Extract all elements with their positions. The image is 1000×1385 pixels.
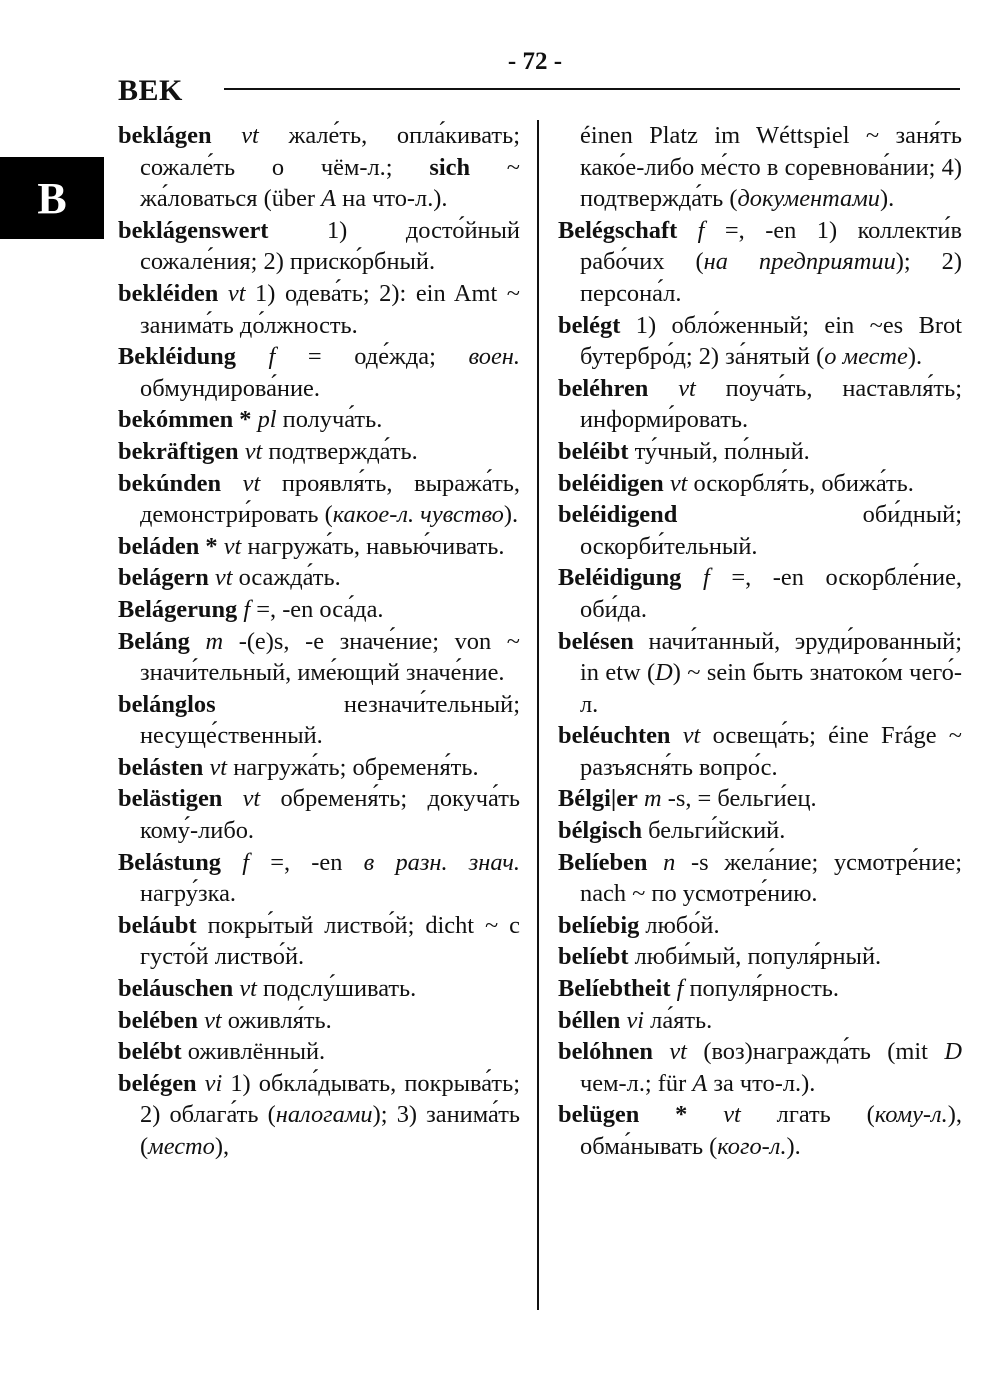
entry-text: 1) досто́йный сожале́ния; 2) приско́рбный. bbox=[140, 216, 520, 276]
entry-text: жале́ть, опла́кивать; сожале́ть о чём-л.; bbox=[140, 122, 520, 181]
dictionary-entry bbox=[558, 215, 962, 310]
dictionary-entry bbox=[118, 278, 520, 341]
left-column bbox=[118, 120, 520, 1163]
dictionary-entry bbox=[118, 341, 520, 404]
dictionary-entry bbox=[558, 436, 962, 468]
entry-label: vt bbox=[682, 722, 701, 750]
entry-text: -(e)s, -e значе́ние; von ~ значи́тельный, име́ющий значе́ние. bbox=[140, 627, 520, 687]
dictionary-entry bbox=[558, 973, 962, 1005]
entry-text: подслу́шивать. bbox=[256, 975, 417, 1003]
entry-label: f bbox=[676, 975, 684, 1003]
dictionary-entry bbox=[118, 1068, 520, 1163]
entry-label: о месте bbox=[824, 343, 908, 371]
entry-text: éinen Platz im Wéttspiel ~ заня́ть како́е-либо ме́сто в соревнова́нии; 4) подтвержда́ть ( bbox=[580, 122, 962, 213]
entry-text: -s, = бельги́ец. bbox=[661, 785, 817, 813]
entry-text bbox=[197, 1070, 205, 1097]
entry-text bbox=[648, 375, 678, 402]
entry-label: n bbox=[663, 848, 676, 876]
entry-headword: beklágen bbox=[118, 122, 212, 149]
dictionary-entry bbox=[558, 1099, 962, 1162]
entry-label: vt bbox=[227, 279, 246, 307]
entry-text: любо́й. bbox=[639, 911, 720, 939]
dictionary-entry bbox=[558, 815, 962, 847]
entry-headword: Bekléidung bbox=[118, 343, 236, 371]
entry-headword: Belágerung bbox=[118, 595, 238, 623]
entry-text: поуча́ть, наставля́ть; информи́ровать. bbox=[580, 374, 962, 434]
entry-headword: Belíeben bbox=[558, 848, 648, 876]
entry-label: в разн. знач. bbox=[363, 848, 520, 876]
dictionary-entry bbox=[118, 752, 520, 784]
entry-label: кого-л. bbox=[717, 1133, 787, 1160]
entry-label: vi bbox=[626, 1006, 645, 1034]
entry-headword: belästigen bbox=[118, 785, 223, 813]
entry-headword: belébt bbox=[118, 1038, 182, 1066]
entry-label: vt bbox=[214, 564, 233, 592]
entry-headword: belében bbox=[118, 1006, 198, 1034]
dictionary-entry bbox=[558, 310, 962, 373]
entry-label: место bbox=[148, 1133, 215, 1160]
entry-text: нагружа́ть, навью́чивать. bbox=[241, 532, 505, 560]
dictionary-entry bbox=[558, 499, 962, 562]
entry-headword: belágern bbox=[118, 564, 209, 592]
entry-text: подтвержда́ть. bbox=[262, 437, 418, 465]
entry-text bbox=[221, 849, 242, 876]
dictionary-entry bbox=[118, 1036, 520, 1068]
entry-text: оживля́ть. bbox=[221, 1006, 332, 1034]
entry-text: sich bbox=[429, 153, 471, 181]
entry-text: оживлённый. bbox=[181, 1038, 326, 1066]
entry-text bbox=[236, 343, 269, 370]
dictionary-entry bbox=[118, 215, 520, 278]
entry-label: vt bbox=[209, 753, 228, 781]
entry-text: ). bbox=[786, 1133, 801, 1160]
entry-text: на что-л.). bbox=[336, 185, 448, 213]
entry-text bbox=[221, 470, 243, 497]
dictionary-entry bbox=[118, 468, 520, 531]
entry-text bbox=[218, 280, 228, 307]
entry-headword: bekómmen * bbox=[118, 406, 252, 434]
entry-text: ), bbox=[214, 1133, 230, 1160]
dictionary-entry-continuation bbox=[558, 120, 962, 215]
entry-headword: beléidigend bbox=[558, 501, 678, 529]
entry-text: ~ жа́ловаться (über bbox=[140, 153, 520, 213]
entry-headword: beláubt bbox=[118, 911, 197, 939]
entry-text: -s жела́ние; усмотре́ние; nach ~ по усмотре́нию. bbox=[580, 848, 962, 908]
entry-headword: beléuchten bbox=[558, 722, 671, 750]
dictionary-entry bbox=[118, 1005, 520, 1037]
entry-headword: belégen bbox=[118, 1069, 197, 1097]
entry-label: документами bbox=[737, 185, 880, 213]
entry-text: ). bbox=[503, 501, 519, 529]
entry-headword: bekräftigen bbox=[118, 437, 239, 465]
entry-text bbox=[687, 1101, 723, 1128]
entry-text: = оде́жда; bbox=[275, 343, 469, 371]
entry-label: vi bbox=[204, 1069, 223, 1097]
entry-text: ). bbox=[907, 343, 923, 371]
entry-label: vt bbox=[242, 469, 261, 497]
entry-text: осажда́ть. bbox=[232, 564, 341, 592]
entry-text: бельги́йский. bbox=[642, 817, 786, 845]
entry-headword: belásten bbox=[118, 753, 204, 781]
entry-text: 1) обкла́дывать, покрыва́ть; 2) облага́ть ( bbox=[140, 1069, 520, 1129]
entry-headword: Bélgi|er bbox=[558, 785, 638, 813]
entry-text bbox=[670, 722, 682, 749]
entry-text: =, -en 1) коллекти́в рабо́чих ( bbox=[580, 216, 962, 276]
entry-text: чем-л.; für bbox=[580, 1069, 693, 1097]
dictionary-entry bbox=[558, 373, 962, 436]
column-divider bbox=[537, 120, 539, 1310]
entry-headword: beláden * bbox=[118, 532, 218, 560]
entry-text: =, -en bbox=[249, 848, 364, 876]
entry-text bbox=[212, 122, 242, 149]
entry-text: покры́тый листво́й; dicht ~ с густо́й листво́й. bbox=[140, 911, 520, 971]
entry-text: (воз)награжда́ть (mit bbox=[686, 1038, 945, 1066]
entry-label: D bbox=[655, 659, 673, 687]
entry-headword: bekléiden bbox=[118, 279, 219, 307]
entry-label: A bbox=[321, 185, 337, 213]
dictionary-entry bbox=[118, 626, 520, 689]
entry-headword: belégt bbox=[558, 311, 621, 339]
entry-label: vt bbox=[669, 1038, 687, 1066]
entry-headword: Beléidigung bbox=[558, 564, 682, 592]
entry-label: f bbox=[243, 595, 251, 623]
entry-label: A bbox=[692, 1069, 708, 1097]
entry-headword: béllen bbox=[558, 1006, 621, 1034]
dictionary-entry bbox=[558, 941, 962, 973]
entry-label: vt bbox=[223, 532, 242, 560]
entry-headword: beláuschen bbox=[118, 975, 234, 1003]
entry-label: кому-л. bbox=[874, 1101, 948, 1129]
entry-text: за что-л.). bbox=[707, 1069, 816, 1097]
dictionary-entry bbox=[118, 404, 520, 436]
entry-headword: Belíebtheit bbox=[558, 975, 671, 1003]
dictionary-entry bbox=[118, 973, 520, 1005]
entry-text: ), обма́нывать ( bbox=[580, 1101, 962, 1160]
entry-text: ). bbox=[880, 185, 895, 213]
entry-label: m bbox=[643, 785, 662, 813]
dictionary-entry bbox=[118, 436, 520, 468]
entry-text: 1) одева́ть; 2): ein Amt ~ занима́ть до́лжность. bbox=[140, 279, 520, 339]
entry-text: ту́чный, по́лный. bbox=[628, 437, 810, 465]
entry-headword: beléidigen bbox=[558, 469, 664, 497]
entry-label: f bbox=[268, 343, 276, 371]
dictionary-entry bbox=[558, 1036, 962, 1099]
entry-text: люби́мый, популя́рный. bbox=[628, 943, 882, 971]
dictionary-entry bbox=[558, 720, 962, 783]
entry-text: ); 3) занима́ть ( bbox=[140, 1101, 520, 1160]
dictionary-entry bbox=[118, 910, 520, 973]
entry-text: получа́ть. bbox=[276, 406, 383, 434]
right-column bbox=[558, 120, 962, 1163]
entry-headword: bélgisch bbox=[558, 817, 643, 845]
entry-text bbox=[681, 564, 703, 591]
entry-text: освеща́ть; éine Fráge ~ разъясня́ть вопро́с. bbox=[580, 722, 962, 781]
dictionary-entry bbox=[118, 847, 520, 910]
entry-label: какое-л. чувство bbox=[332, 501, 504, 529]
entry-label: m bbox=[205, 627, 224, 655]
letter-tab[interactable]: B bbox=[0, 157, 104, 239]
entry-headword: Belástung bbox=[118, 848, 222, 876]
entry-text: начи́танный, эруди́рованный; in etw ( bbox=[580, 627, 962, 687]
dictionary-entry bbox=[558, 910, 962, 942]
entry-label: D bbox=[944, 1038, 962, 1066]
entry-text: нагру́зка. bbox=[140, 880, 236, 908]
entry-headword: beléhren bbox=[558, 374, 649, 402]
entry-text: ); 2) персона́л. bbox=[580, 248, 962, 307]
entry-label: pl bbox=[257, 406, 277, 434]
dictionary-entry bbox=[558, 468, 962, 500]
dictionary-entry bbox=[118, 120, 520, 215]
entry-label: vt bbox=[241, 122, 259, 149]
entry-text: ) ~ sein быть знатоко́м чего́-л. bbox=[580, 659, 962, 718]
dictionary-entry bbox=[558, 562, 962, 625]
dictionary-entry bbox=[558, 783, 962, 815]
dictionary-entry bbox=[118, 783, 520, 846]
entry-label: vt bbox=[239, 975, 257, 1003]
entry-text: =, -en оскорбле́ние, оби́да. bbox=[580, 564, 962, 623]
dictionary-entry bbox=[118, 689, 520, 752]
entry-headword: beléibt bbox=[558, 437, 629, 465]
entry-label: f bbox=[702, 564, 710, 592]
entry-headword: beklágenswert bbox=[118, 216, 269, 244]
entry-label: vt bbox=[669, 469, 688, 497]
dictionary-entry bbox=[118, 562, 520, 594]
entry-headword: Beláng bbox=[118, 627, 190, 655]
entry-text: =, -en оса́да. bbox=[250, 595, 384, 623]
entry-text: оскорбля́ть, обижа́ть. bbox=[687, 469, 914, 497]
entry-text: обмундирова́ние. bbox=[140, 374, 320, 402]
entry-text: популя́рность. bbox=[683, 975, 840, 1003]
entry-text: проявля́ть, выража́ть, демонстри́ровать ( bbox=[140, 469, 520, 529]
entry-text: незначи́тельный; несуще́ственный. bbox=[140, 690, 520, 750]
entry-label: vt bbox=[244, 437, 263, 465]
entry-headword: belügen * bbox=[558, 1101, 688, 1129]
entry-text bbox=[677, 217, 697, 244]
dictionary-entry bbox=[118, 531, 520, 563]
entry-label: f bbox=[242, 848, 250, 876]
page-number: - 72 - bbox=[507, 48, 563, 75]
entry-headword: Belégschaft bbox=[558, 216, 678, 244]
entry-label: f bbox=[697, 216, 705, 244]
entry-text: нагружа́ть; обременя́ть. bbox=[227, 753, 479, 781]
entry-label: vt bbox=[723, 1101, 741, 1129]
entry-label: на предприятии bbox=[703, 248, 896, 276]
entry-text bbox=[653, 1038, 669, 1065]
entry-text bbox=[222, 785, 242, 812]
dictionary-entry bbox=[558, 1005, 962, 1037]
header-rule bbox=[224, 88, 960, 90]
entry-label: vt bbox=[678, 374, 696, 402]
entry-headword: belóhnen bbox=[558, 1038, 653, 1066]
dictionary-entry bbox=[558, 847, 962, 910]
running-head: BEK bbox=[118, 74, 183, 107]
entry-text: лгать ( bbox=[740, 1101, 875, 1129]
entry-label: vt bbox=[204, 1006, 222, 1034]
entry-label: vt bbox=[242, 785, 261, 813]
entry-text: обременя́ть; докуча́ть кому́-либо. bbox=[140, 785, 520, 845]
dictionary-entry bbox=[558, 626, 962, 721]
entry-text bbox=[647, 849, 663, 876]
entry-label: налогами bbox=[275, 1101, 373, 1129]
entry-text: оби́дный; оскорби́тельный. bbox=[580, 501, 962, 560]
entry-text bbox=[190, 628, 206, 655]
dictionary-entry bbox=[118, 594, 520, 626]
entry-headword: belésen bbox=[558, 627, 634, 655]
entry-text: ла́ять. bbox=[644, 1006, 713, 1034]
entry-headword: bekúnden bbox=[118, 469, 222, 497]
entry-label: воен. bbox=[468, 343, 520, 371]
entry-text: 1) обло́женный; ein ~es Brot бутербро́д; 2) за́нятый ( bbox=[580, 311, 962, 371]
entry-headword: belánglos bbox=[118, 690, 216, 718]
entry-headword: belíebt bbox=[558, 943, 629, 971]
entry-headword: belíebig bbox=[558, 911, 640, 939]
